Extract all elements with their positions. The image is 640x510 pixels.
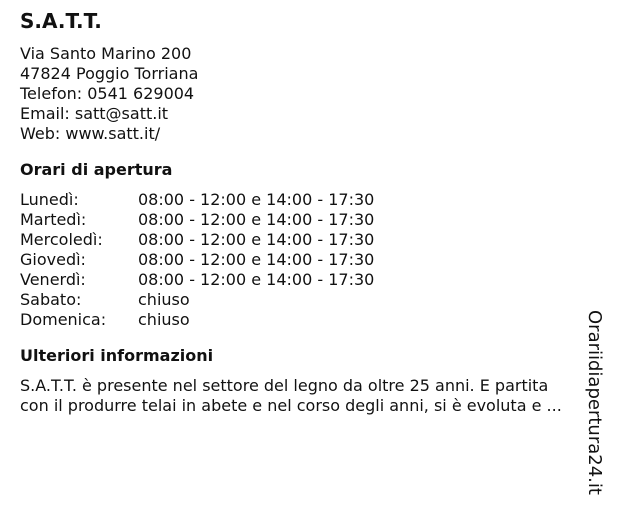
hours-row-wednesday: [20, 230, 610, 250]
hours-row-saturday: [20, 290, 610, 310]
hours-time: chiuso: [138, 290, 190, 309]
hours-time: 08:00 - 12:00 e 14:00 - 17:30: [138, 250, 375, 269]
hours-day: Mercoledì:: [20, 230, 103, 249]
hours-day: Martedì:: [20, 210, 87, 229]
opening-hours-title: Orari di apertura: [20, 160, 173, 179]
business-card: [20, 8, 610, 416]
more-info-text: [20, 376, 610, 416]
hours-day: Domenica:: [20, 310, 107, 329]
phone-text: Telefon: 0541 629004: [20, 84, 195, 103]
hours-day: Lunedì:: [20, 190, 79, 209]
hours-time: 08:00 - 12:00 e 14:00 - 17:30: [138, 190, 375, 209]
hours-row-monday: [20, 190, 610, 210]
hours-time: 08:00 - 12:00 e 14:00 - 17:30: [138, 230, 375, 249]
hours-day: Giovedì:: [20, 250, 86, 269]
hours-row-tuesday: [20, 210, 610, 230]
hours-row-thursday: [20, 250, 610, 270]
hours-row-sunday: [20, 310, 610, 330]
hours-day: Venerdì:: [20, 270, 86, 289]
address-line-1: Via Santo Marino 200: [20, 44, 192, 63]
email-text: Email: satt@satt.it: [20, 104, 169, 123]
hours-time: 08:00 - 12:00 e 14:00 - 17:30: [138, 270, 375, 289]
more-info-line-2: con il produrre telai in abete e nel corso degli anni, si è evoluta e ...: [20, 396, 562, 415]
hours-time: 08:00 - 12:00 e 14:00 - 17:30: [138, 210, 375, 229]
more-info-line-1: S.A.T.T. è presente nel settore del legno da oltre 25 anni. E partita: [20, 376, 549, 395]
web-text: Web: www.satt.it/: [20, 124, 161, 143]
business-name: S.A.T.T.: [20, 9, 102, 33]
address-line-2: 47824 Poggio Torriana: [20, 64, 199, 83]
more-info-title: Ulteriori informazioni: [20, 346, 214, 365]
hours-row-friday: [20, 270, 610, 290]
hours-day: Sabato:: [20, 290, 82, 309]
hours-time: chiuso: [138, 310, 190, 329]
brand-vertical-text[interactable]: Orariidiapertura24.it: [584, 310, 605, 495]
